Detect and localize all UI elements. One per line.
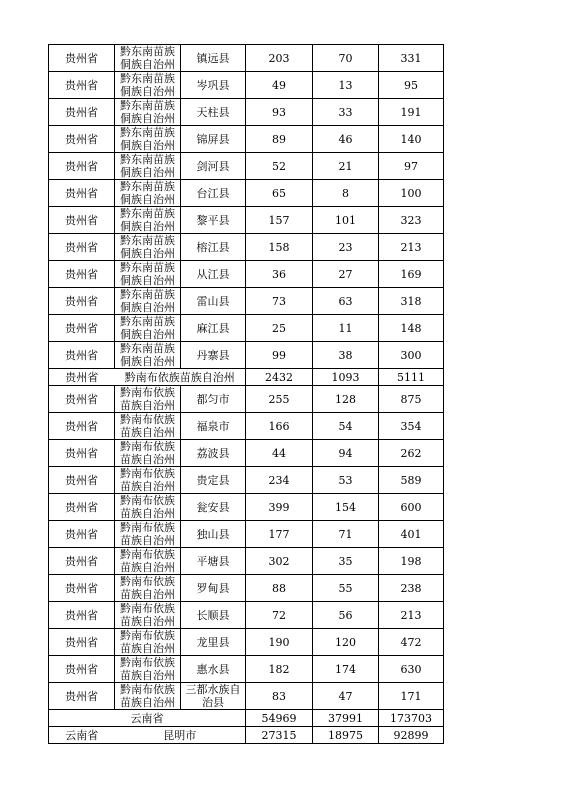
value-cell-3: 100: [379, 180, 444, 207]
value-cell-2: 154: [313, 494, 379, 521]
prefecture-cell: 黔南布依族苗族自治州: [115, 369, 246, 386]
value-cell-3: 213: [379, 234, 444, 261]
value-cell-2: 33: [313, 99, 379, 126]
province-cell: 贵州省: [49, 629, 115, 656]
value-cell-1: 93: [246, 99, 313, 126]
value-cell-3: 318: [379, 288, 444, 315]
value-cell-2: 35: [313, 548, 379, 575]
value-cell-1: 190: [246, 629, 313, 656]
province-cell: 贵州省: [49, 180, 115, 207]
county-cell: 镇远县: [181, 45, 246, 72]
value-cell-3: 95: [379, 72, 444, 99]
value-cell-1: 88: [246, 575, 313, 602]
province-cell: 贵州省: [49, 315, 115, 342]
value-cell-1: 27315: [246, 727, 313, 744]
prefecture-cell: 黔南布依族苗族自治州: [115, 494, 181, 521]
table-row: [49, 180, 444, 207]
value-cell-2: 8: [313, 180, 379, 207]
table-row: [49, 261, 444, 288]
province-cell: 贵州省: [49, 575, 115, 602]
value-cell-3: 401: [379, 521, 444, 548]
value-cell-1: 25: [246, 315, 313, 342]
table-row: [49, 413, 444, 440]
prefecture-cell: 黔南布依族苗族自治州: [115, 521, 181, 548]
province-cell: 贵州省: [49, 683, 115, 710]
prefecture-cell: 黔东南苗族侗族自治州: [115, 72, 181, 99]
province-cell: 贵州省: [49, 342, 115, 369]
prefecture-cell: 黔南布依族苗族自治州: [115, 656, 181, 683]
county-cell: 岑巩县: [181, 72, 246, 99]
table-row: [49, 207, 444, 234]
value-cell-2: 120: [313, 629, 379, 656]
prefecture-cell: 黔东南苗族侗族自治州: [115, 315, 181, 342]
province-cell: 贵州省: [49, 521, 115, 548]
value-cell-1: 399: [246, 494, 313, 521]
province-cell: 贵州省: [49, 440, 115, 467]
county-cell: 丹寨县: [181, 342, 246, 369]
county-cell: 瓮安县: [181, 494, 246, 521]
table-row: [49, 369, 444, 386]
value-cell-3: 354: [379, 413, 444, 440]
table-row: [49, 494, 444, 521]
value-cell-2: 47: [313, 683, 379, 710]
value-cell-1: 157: [246, 207, 313, 234]
province-cell: 贵州省: [49, 413, 115, 440]
value-cell-3: 173703: [379, 710, 444, 727]
prefecture-cell: 黔东南苗族侗族自治州: [115, 342, 181, 369]
county-cell: 雷山县: [181, 288, 246, 315]
value-cell-2: 37991: [313, 710, 379, 727]
value-cell-1: 158: [246, 234, 313, 261]
value-cell-2: 101: [313, 207, 379, 234]
value-cell-1: 44: [246, 440, 313, 467]
value-cell-2: 11: [313, 315, 379, 342]
province-cell: 贵州省: [49, 261, 115, 288]
table-row: [49, 521, 444, 548]
table-row: [49, 45, 444, 72]
value-cell-1: 65: [246, 180, 313, 207]
value-cell-2: 21: [313, 153, 379, 180]
province-cell: 贵州省: [49, 45, 115, 72]
value-cell-3: 875: [379, 386, 444, 413]
table-row: [49, 126, 444, 153]
table-row: [49, 342, 444, 369]
value-cell-1: 203: [246, 45, 313, 72]
value-cell-3: 148: [379, 315, 444, 342]
value-cell-3: 169: [379, 261, 444, 288]
value-cell-1: 49: [246, 72, 313, 99]
value-cell-3: 92899: [379, 727, 444, 744]
value-cell-1: 89: [246, 126, 313, 153]
province-cell: 云南省: [49, 727, 115, 744]
prefecture-cell: 黔东南苗族侗族自治州: [115, 126, 181, 153]
value-cell-1: 83: [246, 683, 313, 710]
value-cell-1: 182: [246, 656, 313, 683]
province-cell: 贵州省: [49, 369, 115, 386]
table-row: [49, 153, 444, 180]
value-cell-2: 174: [313, 656, 379, 683]
county-cell: 天柱县: [181, 99, 246, 126]
data-table: [48, 44, 444, 744]
table-row: [49, 629, 444, 656]
prefecture-cell: 黔南布依族苗族自治州: [115, 602, 181, 629]
value-cell-3: 171: [379, 683, 444, 710]
table-row: [49, 575, 444, 602]
county-cell: 福泉市: [181, 413, 246, 440]
table-row: [49, 656, 444, 683]
value-cell-3: 600: [379, 494, 444, 521]
province-cell: 贵州省: [49, 548, 115, 575]
prefecture-cell: 黔南布依族苗族自治州: [115, 467, 181, 494]
province-cell: 贵州省: [49, 153, 115, 180]
province-cell: 贵州省: [49, 656, 115, 683]
province-cell: 贵州省: [49, 207, 115, 234]
prefecture-cell: 黔东南苗族侗族自治州: [115, 261, 181, 288]
value-cell-2: 128: [313, 386, 379, 413]
prefecture-cell: 黔南布依族苗族自治州: [115, 440, 181, 467]
province-cell: 贵州省: [49, 467, 115, 494]
value-cell-2: 54: [313, 413, 379, 440]
prefecture-cell: 黔南布依族苗族自治州: [115, 413, 181, 440]
prefecture-cell: 黔东南苗族侗族自治州: [115, 153, 181, 180]
value-cell-1: 52: [246, 153, 313, 180]
province-cell: 贵州省: [49, 288, 115, 315]
prefecture-cell: 黔南布依族苗族自治州: [115, 575, 181, 602]
province-cell: 贵州省: [49, 126, 115, 153]
prefecture-cell: 黔南布依族苗族自治州: [115, 386, 181, 413]
county-cell: 长顺县: [181, 602, 246, 629]
value-cell-1: 36: [246, 261, 313, 288]
table-row: [49, 602, 444, 629]
value-cell-2: 71: [313, 521, 379, 548]
value-cell-1: 73: [246, 288, 313, 315]
province-cell: 贵州省: [49, 602, 115, 629]
value-cell-1: 234: [246, 467, 313, 494]
county-cell: 麻江县: [181, 315, 246, 342]
prefecture-cell: 黔南布依族苗族自治州: [115, 683, 181, 710]
value-cell-3: 323: [379, 207, 444, 234]
prefecture-cell: 黔东南苗族侗族自治州: [115, 234, 181, 261]
county-cell: 龙里县: [181, 629, 246, 656]
table-row: [49, 710, 444, 727]
county-cell: 台江县: [181, 180, 246, 207]
province-cell: 贵州省: [49, 234, 115, 261]
value-cell-1: 177: [246, 521, 313, 548]
value-cell-2: 18975: [313, 727, 379, 744]
value-cell-1: 2432: [246, 369, 313, 386]
value-cell-3: 198: [379, 548, 444, 575]
value-cell-2: 23: [313, 234, 379, 261]
county-cell: 榕江县: [181, 234, 246, 261]
value-cell-3: 630: [379, 656, 444, 683]
value-cell-3: 5111: [379, 369, 444, 386]
county-cell: 罗甸县: [181, 575, 246, 602]
value-cell-2: 1093: [313, 369, 379, 386]
value-cell-3: 238: [379, 575, 444, 602]
value-cell-2: 38: [313, 342, 379, 369]
value-cell-1: 54969: [246, 710, 313, 727]
prefecture-cell: 黔东南苗族侗族自治州: [115, 99, 181, 126]
value-cell-1: 99: [246, 342, 313, 369]
county-cell: 剑河县: [181, 153, 246, 180]
county-cell: 黎平县: [181, 207, 246, 234]
table-row: [49, 467, 444, 494]
county-cell: 锦屏县: [181, 126, 246, 153]
value-cell-3: 140: [379, 126, 444, 153]
city-cell: 昆明市: [115, 727, 246, 744]
value-cell-3: 191: [379, 99, 444, 126]
table-body: [49, 45, 444, 744]
value-cell-2: 53: [313, 467, 379, 494]
county-cell: 从江县: [181, 261, 246, 288]
county-cell: 都匀市: [181, 386, 246, 413]
table-row: [49, 440, 444, 467]
prefecture-cell: 黔东南苗族侗族自治州: [115, 45, 181, 72]
value-cell-1: 255: [246, 386, 313, 413]
value-cell-1: 72: [246, 602, 313, 629]
value-cell-3: 300: [379, 342, 444, 369]
table-row: [49, 683, 444, 710]
value-cell-2: 13: [313, 72, 379, 99]
value-cell-3: 97: [379, 153, 444, 180]
value-cell-2: 94: [313, 440, 379, 467]
province-cell: 贵州省: [49, 494, 115, 521]
value-cell-1: 302: [246, 548, 313, 575]
table-row: [49, 288, 444, 315]
value-cell-3: 589: [379, 467, 444, 494]
value-cell-2: 63: [313, 288, 379, 315]
value-cell-3: 331: [379, 45, 444, 72]
value-cell-2: 27: [313, 261, 379, 288]
prefecture-cell: 黔东南苗族侗族自治州: [115, 288, 181, 315]
table-row: [49, 548, 444, 575]
value-cell-1: 166: [246, 413, 313, 440]
table-row: [49, 386, 444, 413]
value-cell-3: 262: [379, 440, 444, 467]
table-row: [49, 315, 444, 342]
county-cell: 三都水族自治县: [181, 683, 246, 710]
province-cell: 贵州省: [49, 386, 115, 413]
county-cell: 独山县: [181, 521, 246, 548]
prefecture-cell: 黔南布依族苗族自治州: [115, 629, 181, 656]
province-total-label: 云南省: [49, 710, 246, 727]
county-cell: 平塘县: [181, 548, 246, 575]
table-row: [49, 99, 444, 126]
value-cell-2: 70: [313, 45, 379, 72]
value-cell-2: 56: [313, 602, 379, 629]
prefecture-cell: 黔南布依族苗族自治州: [115, 548, 181, 575]
value-cell-3: 472: [379, 629, 444, 656]
value-cell-2: 46: [313, 126, 379, 153]
county-cell: 惠水县: [181, 656, 246, 683]
prefecture-cell: 黔东南苗族侗族自治州: [115, 180, 181, 207]
table-row: [49, 72, 444, 99]
table-row: [49, 234, 444, 261]
value-cell-3: 213: [379, 602, 444, 629]
value-cell-2: 55: [313, 575, 379, 602]
table-row: [49, 727, 444, 744]
province-cell: 贵州省: [49, 72, 115, 99]
province-cell: 贵州省: [49, 99, 115, 126]
county-cell: 荔波县: [181, 440, 246, 467]
county-cell: 贵定县: [181, 467, 246, 494]
prefecture-cell: 黔东南苗族侗族自治州: [115, 207, 181, 234]
